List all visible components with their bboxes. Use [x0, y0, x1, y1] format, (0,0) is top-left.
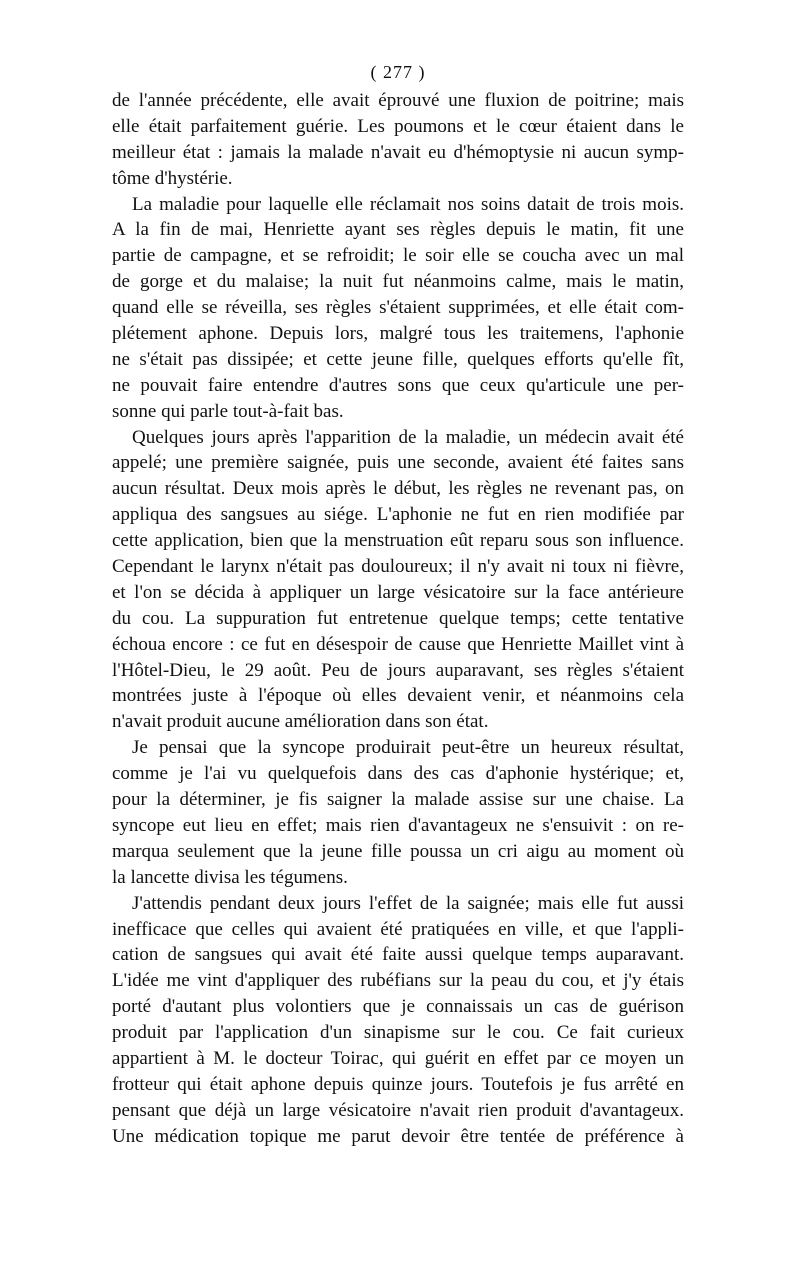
text-line: tôme d'hystérie. [112, 167, 233, 189]
text-line: pour la déterminer, je fis saigner la malade assise sur une chaise. La [112, 789, 684, 811]
text-line: meilleur état : jamais la malade n'avait eu d'hémoptysie ni aucun symp- [112, 141, 684, 163]
text-line: L'idée me vint d'appliquer des rubéfians sur la peau du cou, et j'y étais [112, 970, 684, 992]
text-line: appartient à M. le docteur Toirac, qui guérit en effet par ce moyen un [112, 1047, 684, 1069]
text-line: la lancette divisa les tégumens. [112, 866, 348, 888]
text-line: aucun résultat. Deux mois après le début, les règles ne revenant pas, on [112, 478, 684, 500]
text-line: frotteur qui était aphone depuis quinze jours. Toutefois je fus arrêté en [112, 1073, 684, 1095]
book-page [112, 60, 684, 1150]
text-line: cette application, bien que la menstruation eût reparu sous son influence. [112, 530, 684, 552]
text-line: et l'on se décida à appliquer un large vésicatoire sur la face antérieure [112, 581, 684, 603]
paragraph [112, 891, 684, 1150]
text-line: de gorge et du malaise; la nuit fut néanmoins calme, mais le matin, [112, 271, 684, 293]
text-line: marqua seulement que la jeune fille poussa un cri aigu au moment où [112, 840, 684, 862]
text-line: de l'année précédente, elle avait éprouvé une fluxion de poitrine; mais [112, 90, 684, 111]
text-line: montrées juste à l'époque où elles devaient venir, et néanmoins cela [112, 685, 684, 707]
paragraph [112, 425, 684, 736]
text-line: Je pensai que la syncope produirait peut-être un heureux résultat, [132, 737, 684, 759]
text-line: Cependant le larynx n'était pas douloureux; il n'y avait ni toux ni fièvre, [112, 556, 684, 578]
text-body [112, 88, 684, 1150]
text-line: échoua encore : ce fut en désespoir de cause que Henriette Maillet vint à [112, 633, 684, 655]
text-line: plétement aphone. Depuis lors, malgré tous les traitemens, l'aphonie [112, 323, 684, 345]
text-line: ne s'était pas dissipée; et cette jeune fille, quelques efforts qu'elle fît, [112, 348, 684, 370]
text-line: porté d'autant plus volontiers que je connaissais un cas de guérison [112, 996, 684, 1018]
text-line: inefficace que celles qui avaient été pratiquées en ville, et que l'appli- [112, 918, 684, 940]
page-number: ( 277 ) [370, 62, 426, 82]
text-line: du cou. La suppuration fut entretenue quelque temps; cette tentative [112, 607, 684, 629]
text-line: produit par l'application d'un sinapisme sur le cou. Ce fait curieux [112, 1022, 684, 1044]
text-line: Une médication topique me parut devoir être tentée de préférence à [112, 1125, 684, 1147]
text-line: l'Hôtel-Dieu, le 29 août. Peu de jours auparavant, ses règles s'étaient [112, 659, 684, 681]
paragraph [112, 88, 684, 192]
text-line: syncope eut lieu en effet; mais rien d'avantageux ne s'ensuivit : on re- [112, 814, 684, 836]
text-line: ne pouvait faire entendre d'autres sons que ceux qu'articule une per- [112, 374, 684, 396]
text-line: sonne qui parle tout-à-fait bas. [112, 400, 344, 422]
text-line: La maladie pour laquelle elle réclamait nos soins datait de trois mois. [132, 193, 684, 215]
text-line: A la fin de mai, Henriette ayant ses règles depuis le matin, fit une [112, 219, 684, 241]
text-line: pensant que déjà un large vésicatoire n'avait rien produit d'avantageux. [112, 1099, 684, 1121]
paragraph [112, 735, 684, 890]
paragraph [112, 192, 684, 425]
text-line: comme je l'ai vu quelquefois dans des cas d'aphonie hystérique; et, [112, 763, 684, 785]
text-line: partie de campagne, et se refroidit; le soir elle se coucha avec un mal [112, 245, 684, 267]
text-line: appliqua des sangsues au siége. L'aphonie ne fut en rien modifiée par [112, 504, 684, 526]
text-line: J'attendis pendant deux jours l'effet de la saignée; mais elle fut aussi [132, 892, 684, 914]
text-line: Quelques jours après l'apparition de la maladie, un médecin avait été [132, 426, 684, 448]
text-line: appelé; une première saignée, puis une seconde, avaient été faites sans [112, 452, 684, 474]
text-line: quand elle se réveilla, ses règles s'étaient supprimées, et elle était com- [112, 297, 684, 319]
text-line: elle était parfaitement guérie. Les poumons et le cœur étaient dans le [112, 115, 684, 137]
text-line: cation de sangsues qui avait été faite aussi quelque temps auparavant. [112, 944, 684, 966]
text-line: n'avait produit aucune amélioration dans son état. [112, 711, 489, 733]
